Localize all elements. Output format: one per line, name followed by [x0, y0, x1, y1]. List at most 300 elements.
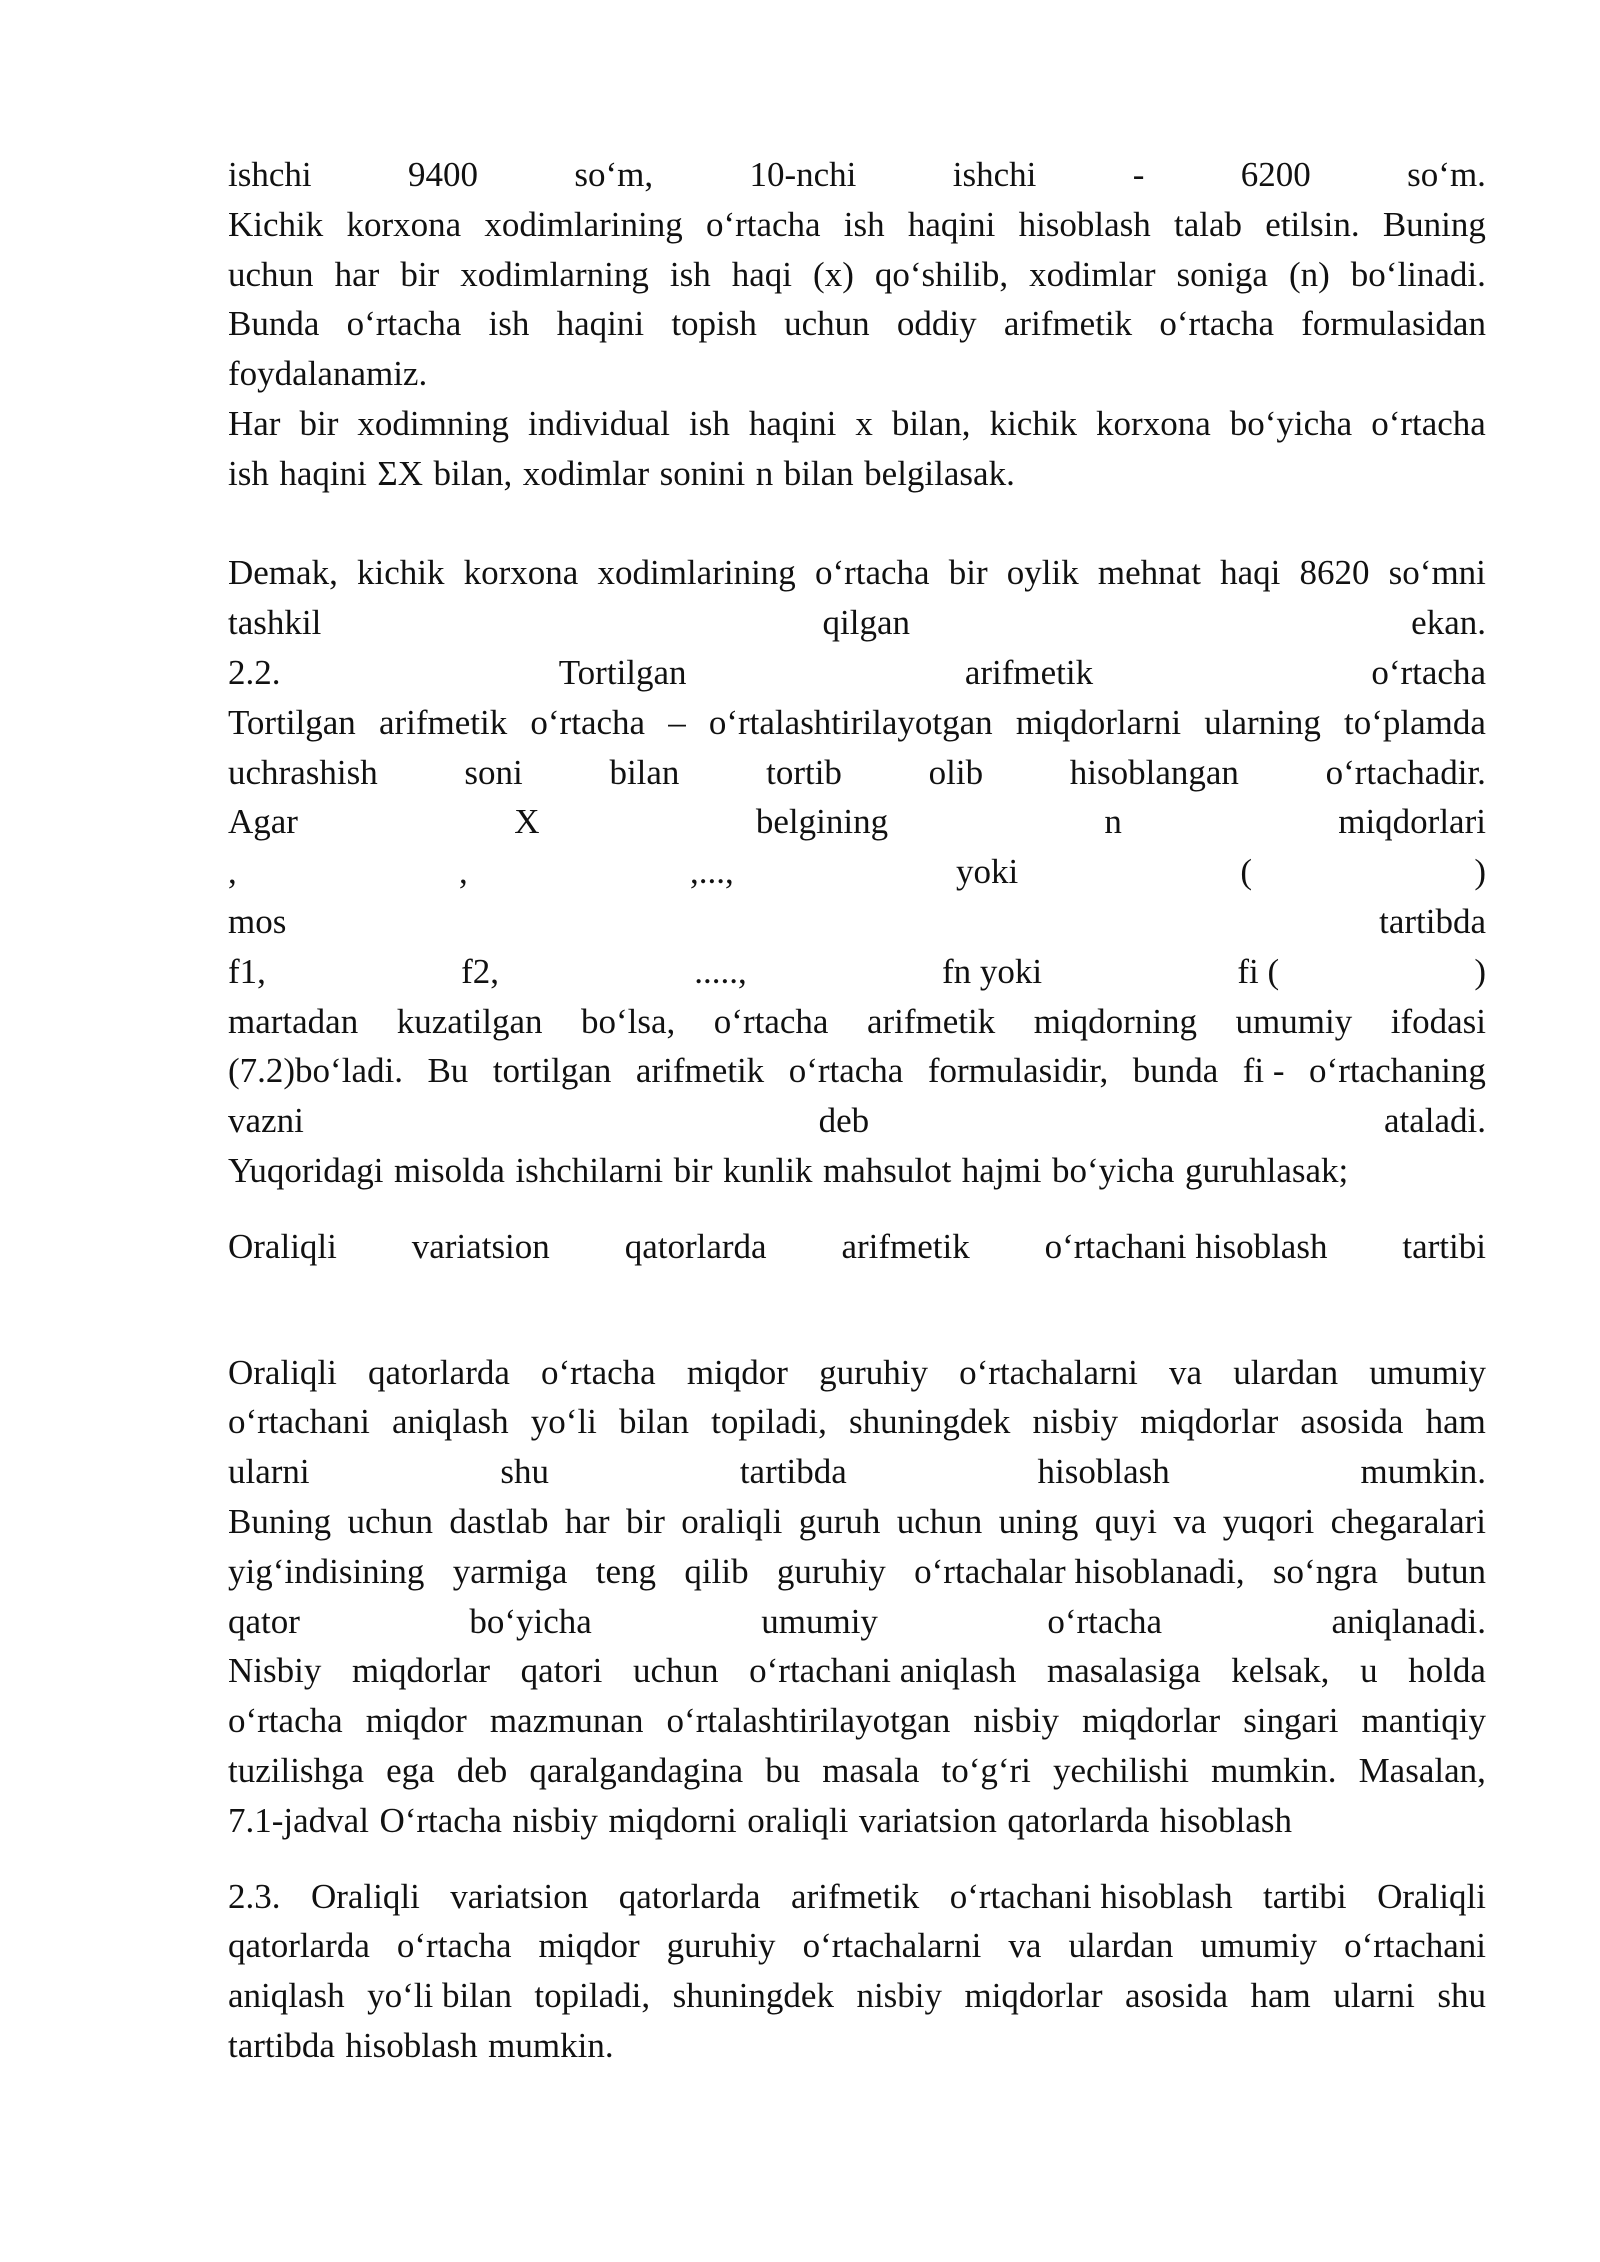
word: ham	[1250, 1976, 1311, 2016]
paragraph	[228, 1222, 1486, 1272]
word: guruhiy	[819, 1352, 928, 1392]
word: -	[1132, 155, 1145, 194]
word: hisoblash	[345, 2025, 478, 2065]
word: bo‘yicha	[1052, 1150, 1175, 1190]
word: aniqlash	[392, 1402, 509, 1442]
word: 2.3.	[228, 1876, 281, 1916]
word: (	[1240, 852, 1253, 892]
word: mazmunan	[489, 1701, 644, 1741]
word: miqdorlari	[1338, 802, 1486, 842]
word: hisoblash	[1159, 1800, 1292, 1840]
word: xodimlarining	[484, 204, 683, 244]
word: shu	[1437, 1976, 1486, 2016]
text-line	[228, 1348, 1486, 1398]
word: qatori	[520, 1651, 603, 1691]
word: umumiy	[1369, 1352, 1486, 1392]
word: mahsulot	[822, 1150, 952, 1190]
word: 7.1-jadval	[228, 1800, 369, 1840]
word: oraliqli	[747, 1800, 849, 1840]
text-line	[228, 1746, 1486, 1796]
word: fn yoki	[941, 951, 1043, 991]
text-line	[228, 1096, 1486, 1146]
word: Oraliqli	[1377, 1876, 1486, 1916]
word: oraliqli	[681, 1501, 783, 1541]
word: to‘g‘ri	[941, 1750, 1031, 1790]
word: o‘rtachalarni	[802, 1926, 982, 1966]
word: Kichik	[228, 204, 324, 244]
text-line	[228, 748, 1486, 798]
word: qatorlarda	[228, 1926, 370, 1966]
word: (7.2)bo‘ladi.	[228, 1051, 403, 1091]
word: xodimning	[357, 403, 510, 443]
word: oddiy	[896, 304, 977, 344]
word: ularning	[1204, 702, 1321, 742]
word: nisbiy	[973, 1701, 1059, 1741]
word: o‘rtacha	[814, 553, 930, 593]
word: qo‘shilib,	[874, 254, 1009, 294]
text-line	[228, 1547, 1486, 1597]
word: variatsion	[411, 1226, 550, 1266]
word: miqdorlar	[964, 1976, 1103, 2016]
word: va	[1169, 1352, 1203, 1392]
word: haqini	[748, 403, 837, 443]
word: miqdorlar	[1140, 1402, 1279, 1442]
word: formulasidan	[1301, 304, 1486, 344]
paragraph	[228, 548, 1486, 1195]
word: o‘rtacha	[1047, 1601, 1163, 1641]
word: o‘rtacha	[713, 1001, 829, 1041]
word: talab	[1174, 204, 1243, 244]
word: fi (	[1237, 951, 1280, 991]
word: ulardan	[1068, 1926, 1174, 1966]
word: xodimlarning	[460, 254, 649, 294]
word: o‘rtachalar hisoblanadi,	[914, 1551, 1245, 1591]
word: 6200	[1240, 155, 1311, 194]
word: hajmi	[961, 1150, 1042, 1190]
word: korxona	[463, 553, 579, 593]
word: yoki	[955, 852, 1019, 892]
word: guruhlasak;	[1184, 1150, 1349, 1190]
word: etilsin.	[1265, 204, 1360, 244]
word: )	[1474, 951, 1486, 991]
word: miqdorni	[608, 1800, 737, 1840]
word: har	[334, 254, 380, 294]
word: mehnat	[1097, 553, 1201, 593]
word: vazni	[228, 1101, 304, 1141]
word: miqdor	[538, 1926, 640, 1966]
word: belgilasak.	[864, 453, 1015, 493]
word: o‘rtachani	[1344, 1926, 1486, 1966]
word: o‘rtalashtirilayotgan	[666, 1701, 951, 1741]
word: bo‘yicha	[1229, 403, 1353, 443]
word: 9400	[407, 155, 478, 194]
word: Demak,	[228, 553, 338, 593]
word: hisoblash	[1037, 1452, 1170, 1492]
word: o‘rtacha	[705, 204, 821, 244]
word: so‘m.	[1407, 155, 1486, 194]
text-line	[228, 1146, 1486, 1196]
word: miqdor	[365, 1701, 467, 1741]
word: deb	[818, 1101, 870, 1141]
word: bilan	[619, 1402, 690, 1442]
word: Tortilgan	[558, 652, 687, 692]
paragraph	[228, 1872, 1486, 2071]
word: n	[1104, 802, 1122, 842]
text-line	[228, 1497, 1486, 1547]
word: f2,	[461, 951, 500, 991]
word: umumiy	[761, 1601, 878, 1641]
word: bir	[299, 403, 339, 443]
word: uchrashish	[228, 752, 378, 792]
word: aniqlanadi.	[1331, 1601, 1486, 1641]
word: fi -	[1242, 1051, 1285, 1091]
word: yarmiga	[452, 1551, 568, 1591]
word: nisbiy	[856, 1976, 943, 2016]
word: qatorlarda	[618, 1876, 761, 1916]
word: tortib	[766, 752, 842, 792]
word: ularni	[228, 1452, 310, 1492]
word: kelsak,	[1231, 1651, 1330, 1691]
word: foydalanamiz.	[228, 354, 428, 394]
word: miqdor	[686, 1352, 788, 1392]
word: arifmetik	[841, 1226, 970, 1266]
text-line	[228, 1397, 1486, 1447]
document-page	[228, 150, 1486, 2071]
word: Agar	[228, 802, 298, 842]
word: haqi	[731, 254, 793, 294]
word: bilan,	[433, 453, 513, 493]
word: o‘rtachadir.	[1325, 752, 1486, 792]
word: martadan	[228, 1001, 359, 1041]
word: ish	[843, 204, 885, 244]
word: ega	[386, 1750, 435, 1790]
word: o‘rtacha	[541, 1352, 656, 1392]
text-line	[228, 1921, 1486, 1971]
word: shuningdek	[672, 1976, 834, 2016]
word: nisbiy	[512, 1800, 598, 1840]
word: ish	[669, 254, 711, 294]
word: Masalan,	[1358, 1750, 1486, 1790]
word: formulasidir,	[927, 1051, 1109, 1091]
word: arifmetik	[378, 702, 508, 742]
text-line	[228, 399, 1486, 449]
word: ularni	[1333, 1976, 1415, 2016]
paragraph-spacing	[228, 1196, 1486, 1222]
word: X	[514, 802, 540, 842]
word: tartibda	[228, 2025, 335, 2065]
word: teng	[595, 1551, 657, 1591]
word: umumiy	[1235, 1001, 1353, 1041]
text-line	[228, 150, 1486, 200]
word: arifmetik	[1003, 304, 1133, 344]
word: tortilgan	[492, 1051, 612, 1091]
word: haqini	[907, 204, 996, 244]
text-line	[228, 897, 1486, 947]
word: Bunda	[228, 304, 320, 344]
word: so‘ngra	[1272, 1551, 1378, 1591]
word: qatorlarda	[1007, 1800, 1150, 1840]
word: arifmetik	[791, 1876, 920, 1916]
word: o‘rtacha	[530, 702, 646, 742]
word: har	[564, 1501, 610, 1541]
word: ataladi.	[1383, 1101, 1486, 1141]
word: kuzatilgan	[396, 1001, 543, 1041]
word: 8620	[1299, 553, 1370, 593]
text-line	[228, 548, 1486, 598]
word: korxona	[346, 204, 462, 244]
word: tartibda	[739, 1452, 847, 1492]
word: o‘rtacha	[1371, 403, 1486, 443]
word: uchun	[347, 1501, 433, 1541]
word: qatorlarda	[624, 1226, 767, 1266]
word: f1,	[228, 951, 266, 991]
word: masalasiga	[1047, 1651, 1201, 1691]
word: aniqlash	[228, 1976, 345, 2016]
word: chegaralari	[1330, 1501, 1486, 1541]
word: haqini	[279, 453, 367, 493]
word: bu	[765, 1750, 801, 1790]
word: o‘rtachani aniqlash	[749, 1651, 1017, 1691]
word: O‘rtacha	[379, 1800, 502, 1840]
word: xodimlar	[1029, 254, 1156, 294]
word: sonini	[659, 453, 746, 493]
text-line	[228, 1597, 1486, 1647]
text-line	[228, 1696, 1486, 1746]
word: yechilishi	[1052, 1750, 1190, 1790]
word: uning	[998, 1501, 1079, 1541]
word: masala	[822, 1750, 920, 1790]
word: olib	[928, 752, 984, 792]
word: guruhiy	[666, 1926, 776, 1966]
word: o‘rtacha	[346, 304, 462, 344]
text-line	[228, 449, 1486, 499]
paragraph	[228, 150, 1486, 499]
word: arifmetik	[635, 1051, 765, 1091]
word: ,...,	[689, 852, 734, 892]
word: kunlik	[723, 1150, 813, 1190]
word: Bu	[427, 1051, 469, 1091]
word: to‘plamda	[1344, 702, 1486, 742]
word: yo‘li bilan	[367, 1976, 512, 2016]
word: –	[668, 702, 686, 742]
word: bunda	[1132, 1051, 1219, 1091]
word: so‘m,	[574, 155, 654, 194]
word: yo‘li	[530, 1402, 597, 1442]
word: mumkin.	[1360, 1452, 1486, 1492]
text-line	[228, 1447, 1486, 1497]
word: n	[755, 453, 774, 493]
word: arifmetik	[866, 1001, 996, 1041]
word: shuningdek	[849, 1402, 1011, 1442]
word: variatsion	[858, 1800, 997, 1840]
word: miqdorlar	[352, 1651, 491, 1691]
text-line	[228, 1971, 1486, 2021]
text-line	[228, 349, 1486, 399]
word: uchun	[896, 1501, 983, 1541]
word: va	[1008, 1926, 1042, 1966]
word: ifodasi	[1390, 1001, 1486, 1041]
word: topiladi,	[711, 1402, 827, 1442]
word: ish	[228, 453, 269, 493]
word: o‘rtachalarni	[959, 1352, 1138, 1392]
word: Buning	[228, 1501, 332, 1541]
word: Tortilgan	[228, 702, 356, 742]
word: hisoblangan	[1069, 752, 1239, 792]
word: x	[855, 403, 873, 443]
word: tartibi	[1402, 1226, 1486, 1266]
word: butun	[1406, 1551, 1486, 1591]
word: )	[1474, 852, 1486, 892]
word: bo‘linadi.	[1350, 254, 1486, 294]
word: kichik	[989, 403, 1078, 443]
text-line	[228, 1222, 1486, 1272]
word: o‘rtacha	[228, 1701, 343, 1741]
word: miqdorlar	[1082, 1701, 1221, 1741]
word: haqi	[1220, 553, 1281, 593]
word: bir	[673, 1150, 713, 1190]
word: ishchi	[228, 155, 312, 194]
word: Nisbiy	[228, 1651, 322, 1691]
word: o‘rtachani	[228, 1402, 370, 1442]
word: ,	[228, 852, 237, 892]
word: miqdorning	[1033, 1001, 1198, 1041]
word: o‘rtacha	[1159, 304, 1275, 344]
word: o‘rtacha	[788, 1051, 904, 1091]
word: asosida	[1300, 1402, 1404, 1442]
word: uchun	[228, 254, 314, 294]
word: 2.2.	[228, 652, 281, 692]
word: quyi	[1094, 1501, 1157, 1541]
word: holda	[1408, 1651, 1486, 1691]
text-line	[228, 2021, 1486, 2071]
paragraph-spacing	[228, 1272, 1486, 1348]
word: ΣX	[377, 453, 423, 493]
word: ishchi	[952, 155, 1037, 194]
word: tartibda	[1379, 901, 1486, 941]
word: arifmetik	[964, 652, 1094, 692]
word: oylik	[1006, 553, 1079, 593]
word: bo‘lsa,	[581, 1001, 676, 1041]
word: va	[1173, 1501, 1207, 1541]
word: ish	[688, 403, 730, 443]
word: guruhiy	[776, 1551, 886, 1591]
word: bilan	[609, 752, 680, 792]
word: yig‘indisining	[228, 1551, 425, 1591]
word: soniga	[1176, 254, 1268, 294]
text-line	[228, 1046, 1486, 1096]
word: qatorlarda	[368, 1352, 510, 1392]
text-line	[228, 250, 1486, 300]
word: belgining	[755, 802, 889, 842]
word: dastlab	[449, 1501, 549, 1541]
word: ishchilarni	[515, 1150, 664, 1190]
word: Buning	[1382, 204, 1486, 244]
word: o‘rtachani hisoblash	[949, 1876, 1233, 1916]
paragraph	[228, 1348, 1486, 1846]
word: xodimlar	[522, 453, 650, 493]
word: o‘rtacha	[1371, 652, 1486, 692]
word: .....,	[694, 951, 747, 991]
text-line	[228, 698, 1486, 748]
word: asosida	[1124, 1976, 1229, 2016]
word: nisbiy	[1032, 1402, 1119, 1442]
word: Yuqoridagi	[228, 1150, 384, 1190]
word: tuzilishga	[228, 1750, 365, 1790]
text-line	[228, 648, 1486, 698]
paragraph-spacing	[228, 499, 1486, 549]
word: deb	[456, 1750, 508, 1790]
word: mos	[228, 901, 287, 941]
word: qaralgandagina	[529, 1750, 744, 1790]
word: ish	[488, 304, 530, 344]
word: bilan	[783, 453, 854, 493]
word: bilan,	[891, 403, 971, 443]
text-line	[228, 299, 1486, 349]
word: korxona	[1096, 403, 1211, 443]
word: haqini	[556, 304, 645, 344]
word: bo‘yicha	[469, 1601, 592, 1641]
word: hisoblash	[1018, 204, 1151, 244]
word: Oraliqli	[228, 1352, 337, 1392]
word: Har	[228, 403, 281, 443]
word: (x)	[813, 254, 854, 294]
word: umumiy	[1200, 1926, 1318, 1966]
word: soni	[464, 752, 523, 792]
word: ,	[458, 852, 468, 892]
text-line	[228, 1872, 1486, 1922]
word: bir	[625, 1501, 665, 1541]
word: mantiqiy	[1361, 1701, 1486, 1741]
word: qator	[228, 1601, 300, 1641]
word: qilib	[684, 1551, 749, 1591]
word: tartibi	[1263, 1876, 1347, 1916]
word: ulardan	[1233, 1352, 1339, 1392]
word: xodimlarining	[597, 553, 796, 593]
word: mumkin.	[1211, 1750, 1337, 1790]
word: o‘rtalashtirilayotgan	[708, 702, 993, 742]
word: misolda	[394, 1150, 505, 1190]
word: uchun	[784, 304, 870, 344]
word: bir	[948, 553, 988, 593]
word: singari	[1243, 1701, 1339, 1741]
word: tashkil	[228, 603, 322, 643]
paragraph-spacing	[228, 1846, 1486, 1872]
word: guruh	[798, 1501, 881, 1541]
word: so‘mni	[1388, 553, 1486, 593]
word: Oraliqli	[228, 1226, 337, 1266]
word: yuqori	[1222, 1501, 1315, 1541]
text-line	[228, 1646, 1486, 1696]
word: o‘rtachaning	[1309, 1051, 1486, 1091]
word: mumkin.	[488, 2025, 614, 2065]
word: o‘rtacha	[396, 1926, 512, 1966]
text-line	[228, 797, 1486, 847]
word: 10-nchi	[749, 155, 857, 194]
word: ekan.	[1411, 603, 1486, 643]
word: individual	[528, 403, 670, 443]
text-line	[228, 1796, 1486, 1846]
word: ham	[1425, 1402, 1486, 1442]
text-line	[228, 997, 1486, 1047]
text-line	[228, 200, 1486, 250]
word: uchun	[632, 1651, 719, 1691]
word: topish	[671, 304, 757, 344]
word: topiladi,	[534, 1976, 651, 2016]
text-line	[228, 947, 1486, 997]
word: Oraliqli	[310, 1876, 420, 1916]
word: kichik	[356, 553, 445, 593]
text-line	[228, 847, 1486, 897]
